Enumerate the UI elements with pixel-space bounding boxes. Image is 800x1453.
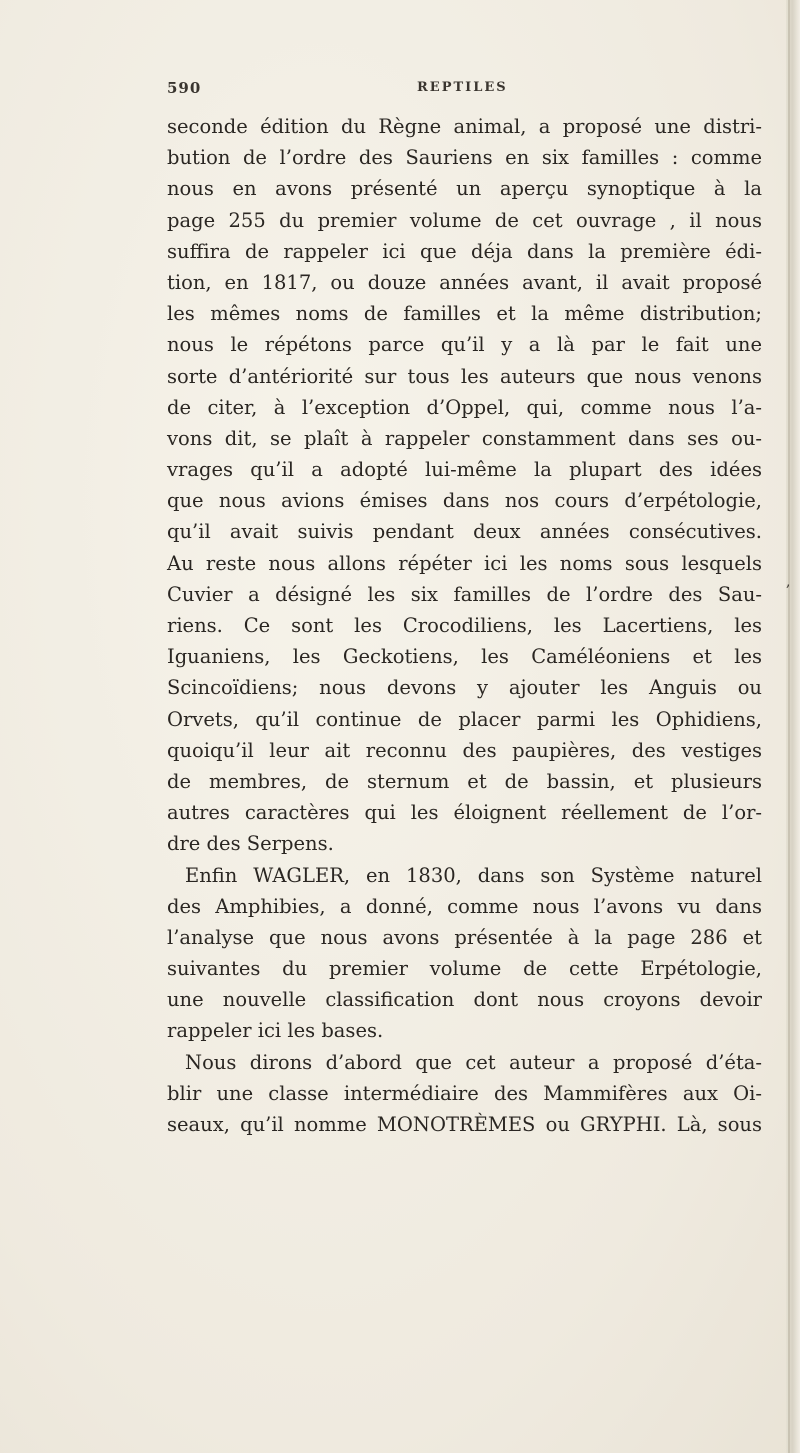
text-line: Orvets, qu’il continue de placer parmi les Ophidiens, [167,707,762,731]
text-line: suivantes du premier volume de cette Erpétologie, [167,957,762,981]
text-line: autres caractères qui les éloignent réellement de l’or- [167,801,762,825]
text-line: blir une classe intermédiaire des Mammifères aux Oi- [167,1081,762,1105]
text-line: qu’il avait suivis pendant deux années consécutives. [167,520,762,544]
text-line: Scincoïdiens; nous devons y ajouter les Anguis ou [167,676,762,700]
text-line: vrages qu’il a adopté lui-même la plupart des idées [167,458,762,482]
text-line: seconde édition du Règne animal, a proposé une distri- [167,115,762,138]
text-line: nous le répétons parce qu’il y a là par le fait une [167,333,762,357]
text-line: de membres, de sternum et de bassin, et plusieurs [167,769,762,793]
text-line: rappeler ici les bases. [167,1019,384,1043]
page-number: 590 [167,79,202,97]
text-line: seaux, qu’il nomme MONOTRÈMES ou GRYPHI. Là, sous [167,1113,762,1136]
gutter-edge [788,0,790,1453]
text-line: vons dit, se plaît à rappeler constamment dans ses ou- [167,426,762,450]
text-line: Iguaniens, les Geckotiens, les Caméléoniens et les [167,645,762,669]
text-line: une nouvelle classification dont nous croyons devoir [167,988,762,1012]
text-line: de citer, à l’exception d’Oppel, qui, comme nous l’a- [167,395,762,419]
text-line: bution de l’ordre des Sauriens en six familles : comme [167,146,762,170]
page-header [167,79,747,101]
text-line: des Amphibies, a donné, comme nous l’avons vu dans [167,894,762,918]
text-line: les mêmes noms de familles et la même distribution; [167,302,762,326]
text-line: l’analyse que nous avons présentée à la page 286 et [167,925,762,949]
text-line: quoiqu’il leur ait reconnu des paupières, des vestiges [167,738,762,762]
text-line: sorte d’antériorité sur tous les auteurs que nous venons [167,364,762,388]
text-line: Nous dirons d’abord que cet auteur a proposé d’éta- [185,1050,762,1074]
text-line: Cuvier a désigné les six familles de l’ordre des Sau- [167,582,762,606]
text-line: suffira de rappeler ici que déja dans la première édi- [167,239,762,263]
running-head: REPTILES [417,80,508,95]
text-line: page 255 du premier volume de cet ouvrage , il nous [167,208,762,232]
text-line: dre des Serpens. [167,832,334,856]
text-line: que nous avions émises dans nos cours d’erpétologie, [167,489,762,513]
text-line: riens. Ce sont les Crocodiliens, les Lacertiens, les [167,614,762,637]
text-line: tion, en 1817, ou douze années avant, il avait proposé [167,270,762,294]
text-line: Enfin WAGLER, en 1830, dans son Système naturel [185,863,762,887]
margin-mark: , [786,574,791,590]
body-text [167,111,762,1140]
text-line: nous en avons présenté un aperçu synoptique à la [167,177,762,201]
text-line: Au reste nous allons répéter ici les noms sous lesquels [167,551,762,575]
